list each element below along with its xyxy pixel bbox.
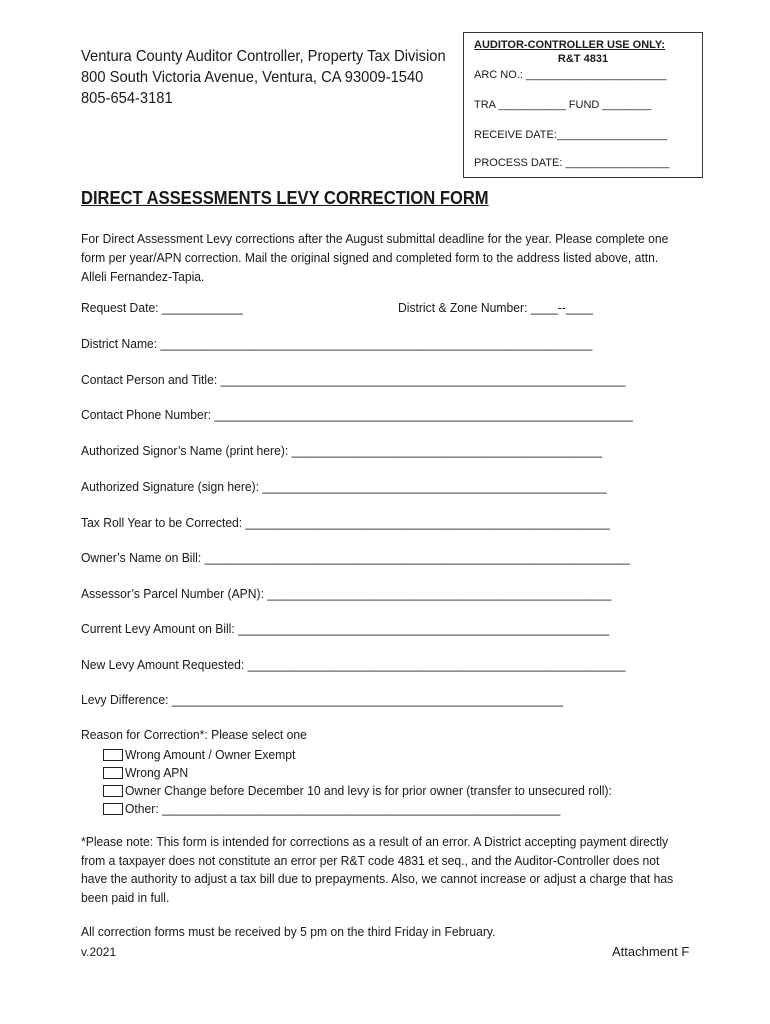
reason-option-label: Other: ___________________________________________________________ [125,801,561,816]
agency-header [81,46,446,109]
reason-option-other[interactable] [103,801,598,816]
district-name-field[interactable]: District Name: ________________________________________________________________ [81,336,593,351]
deadline-text: All correction forms must be received by 5 pm on the third Friday in February. [81,924,496,939]
signature-field[interactable]: Authorized Signature (sign here): ___________________________________________________ [81,479,607,494]
owner-name-field[interactable]: Owner’s Name on Bill: _______________________________________________________________ [81,550,630,565]
tra-fund-field: TRA ___________ FUND ________ [474,99,652,111]
tax-roll-year-field[interactable]: Tax Roll Year to be Corrected: ______________________________________________________ [81,515,610,530]
checkbox[interactable] [103,803,123,815]
request-date-field[interactable]: Request Date: ____________ [81,300,243,315]
arc-no-field: ARC NO.: _______________________ [474,69,667,81]
agency-phone: 805-654-3181 [81,90,173,107]
reason-option-label: Wrong Amount / Owner Exempt [125,747,296,762]
attachment-label: Attachment F [612,944,690,959]
new-levy-field[interactable]: New Levy Amount Requested: ________________________________________________________ [81,657,626,672]
signor-name-field[interactable]: Authorized Signor’s Name (print here): ______________________________________________ [81,443,603,458]
apn-field[interactable]: Assessor’s Parcel Number (APN): ___________________________________________________ [81,586,612,601]
auditor-use-box [463,32,703,178]
reason-option-wrong-apn[interactable] [103,765,194,780]
reason-option-label: Wrong APN [125,765,189,780]
auditor-box-code: R&T 4831 [557,53,609,65]
note-paragraph: *Please note: This form is intended for corrections as a result of an error. A District accepting payment directly from a taxpayer does not constitute an error per R&T code 4831 et seq., and the Auditor-Controller does not have the authority to adjust a tax bill due to prepayments. Also, we cannot increase or adjust a charge that has been paid in full. [81,834,674,905]
current-levy-field[interactable]: Current Levy Amount on Bill: _______________________________________________________ [81,621,610,636]
reason-option-wrong-amount[interactable] [103,747,310,762]
checkbox[interactable] [103,785,123,797]
reason-option-label: Owner Change before December 10 and levy is for prior owner (transfer to unsecured roll): [125,783,612,798]
levy-difference-field[interactable]: Levy Difference: __________________________________________________________ [81,692,564,707]
checkbox[interactable] [103,749,123,761]
district-zone-field[interactable]: District & Zone Number: ____--____ [398,300,593,315]
reason-option-owner-change[interactable] [103,783,654,798]
contact-phone-field[interactable]: Contact Phone Number: ______________________________________________________________ [81,407,633,422]
contact-person-field[interactable]: Contact Person and Title: ____________________________________________________________ [81,372,626,387]
agency-name: Ventura County Auditor Controller, Property Tax Division [81,48,446,65]
intro-paragraph: For Direct Assessment Levy corrections after the August submittal deadline for the year. Please complete one form per year/APN correction. Mail the original signed and completed form to the address listed above, attn. Alleli Fernandez-Tapia. [81,231,669,284]
process-date-field: PROCESS DATE: _________________ [474,157,670,169]
checkbox[interactable] [103,767,123,779]
auditor-box-title: AUDITOR-CONTROLLER USE ONLY: [474,39,666,51]
agency-address: 800 South Victoria Avenue, Ventura, CA 93009-1540 [81,69,424,86]
version-label: v.2021 [81,945,117,959]
reason-heading: Reason for Correction*: Please select one [81,727,307,742]
form-title: DIRECT ASSESSMENTS LEVY CORRECTION FORM [81,188,489,208]
receive-date-field: RECEIVE DATE:__________________ [474,129,668,141]
